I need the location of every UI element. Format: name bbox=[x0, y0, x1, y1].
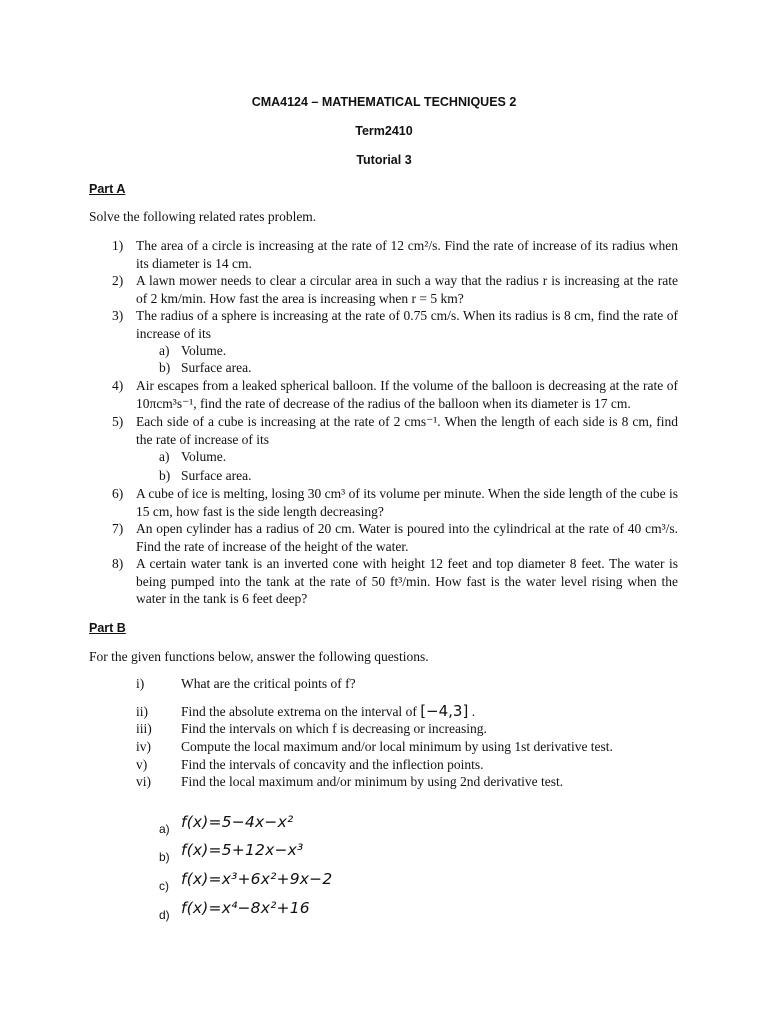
question-number: 5) bbox=[112, 414, 124, 429]
course-title: CMA4124 – MATHEMATICAL TECHNIQUES 2 bbox=[251, 95, 517, 109]
question-6-text: A cube of ice is melting, losing 30 cm³ of its volume per minute. When the side length of the cube is 15 cm, how fast is the side length decreasing? bbox=[136, 486, 678, 519]
function-label: c) bbox=[159, 879, 169, 893]
function-d: f(x)=x⁴−8x²+16 bbox=[181, 899, 310, 917]
question-7-text: An open cylinder has a radius of 20 cm. Water is poured into the cylindrical at the rate of 40 cm³/s. Find the rate of increase of the height of the water. bbox=[136, 521, 678, 554]
interval-expression: [−4,3] bbox=[420, 702, 469, 720]
part-b-question-1: What are the critical points of f? bbox=[181, 676, 356, 691]
question-8-text: A certain water tank is an inverted cone with height 12 feet and top diameter 8 feet. The water is being pumped into the tank at the rate of 50 ft³/min. How fast is the water level rising when the water in the tank is 6 feet deep? bbox=[136, 556, 678, 606]
question-2-text: A lawn mower needs to clear a circular area in such a way that the radius r is increasing at the rate of 2 km/min. How fast the area is increasing when r = 5 km? bbox=[136, 273, 678, 306]
subpart-label: b) bbox=[159, 360, 171, 375]
question-1-text: The area of a circle is increasing at the rate of 12 cm²/s. Find the rate of increase of its radius when its diameter is 14 cm. bbox=[136, 238, 678, 271]
part-b-question-4: Compute the local maximum and/or local minimum by using 1st derivative test. bbox=[181, 739, 613, 754]
roman-numeral: i) bbox=[136, 676, 145, 691]
question-4-text: Air escapes from a leaked spherical balloon. If the volume of the balloon is decreasing at the rate of 10πcm³s⁻¹, find the rate of decrease of the radius of the balloon when its diameter is 17 cm. bbox=[136, 378, 678, 411]
roman-numeral: iv) bbox=[136, 739, 151, 754]
part-b-intro: For the given functions below, answer the following questions. bbox=[89, 649, 429, 664]
part-b-question-5: Find the intervals of concavity and the inflection points. bbox=[181, 757, 484, 772]
part-a-heading: Part A bbox=[89, 182, 126, 196]
question-number: 4) bbox=[112, 378, 124, 393]
subpart-label: b) bbox=[159, 468, 171, 483]
question-number: 8) bbox=[112, 556, 124, 571]
function-label: a) bbox=[159, 822, 170, 836]
subpart-text: Volume. bbox=[181, 343, 227, 358]
tutorial-title: Tutorial 3 bbox=[356, 153, 412, 167]
question-number: 2) bbox=[112, 273, 124, 288]
question-5-text: Each side of a cube is increasing at the rate of 2 cms⁻¹. When the length of each side is 8 cm, find the rate of increase of its bbox=[136, 414, 678, 447]
subpart-text: Surface area. bbox=[181, 360, 252, 375]
part-b-question-2-text: Find the absolute extrema on the interval of bbox=[181, 704, 417, 719]
part-a-intro: Solve the following related rates problem. bbox=[89, 209, 317, 224]
question-number: 3) bbox=[112, 308, 124, 323]
subpart-label: a) bbox=[159, 343, 170, 358]
roman-numeral: vi) bbox=[136, 774, 151, 789]
question-3-text: The radius of a sphere is increasing at the rate of 0.75 cm/s. When its radius is 8 cm, find the rate of increase of its bbox=[136, 308, 678, 341]
roman-numeral: iii) bbox=[136, 721, 152, 736]
question-number: 7) bbox=[112, 521, 124, 536]
subpart-label: a) bbox=[159, 449, 170, 464]
question-number: 1) bbox=[112, 238, 124, 253]
roman-numeral: ii) bbox=[136, 704, 148, 719]
function-a: f(x)=5−4x−x² bbox=[181, 813, 294, 831]
part-b-heading: Part B bbox=[89, 621, 126, 635]
part-b-question-3: Find the intervals on which f is decreasing or increasing. bbox=[181, 721, 487, 736]
part-b-question-6: Find the local maximum and/or minimum by using 2nd derivative test. bbox=[181, 774, 564, 789]
function-b: f(x)=5+12x−x³ bbox=[181, 841, 304, 859]
part-b-question-2: Find the absolute extrema on the interval of [−4,3] . bbox=[181, 702, 476, 720]
function-label: d) bbox=[159, 908, 170, 922]
function-label: b) bbox=[159, 850, 170, 864]
term-label: Term2410 bbox=[355, 124, 413, 138]
question-number: 6) bbox=[112, 486, 124, 501]
subpart-text: Volume. bbox=[181, 449, 227, 464]
function-c: f(x)=x³+6x²+9x−2 bbox=[181, 870, 333, 888]
roman-numeral: v) bbox=[136, 757, 148, 772]
subpart-text: Surface area. bbox=[181, 468, 252, 483]
